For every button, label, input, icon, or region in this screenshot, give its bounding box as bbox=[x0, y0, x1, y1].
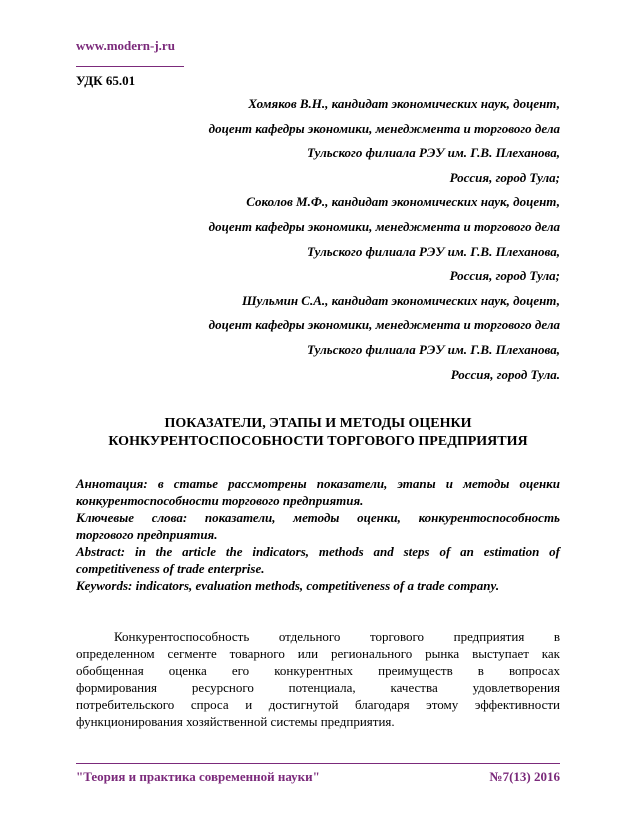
author-line: доцент кафедры экономики, менеджмента и торгового дела bbox=[208, 120, 560, 136]
keywords-en-line: Keywords: indicators, evaluation methods, competitiveness of a trade company. bbox=[76, 578, 500, 593]
body-paragraph bbox=[76, 628, 560, 730]
author-line: Тульского филиала РЭУ им. Г.В. Плеханова, bbox=[307, 145, 560, 161]
body-line: Конкурентоспособность отдельного торгового предприятия в bbox=[114, 629, 560, 644]
keywords-ru-line-1: Ключевые слова: показатели, методы оценки, конкурентоспособность bbox=[76, 510, 560, 525]
abstract-en-line-2: competitiveness of trade enterprise. bbox=[76, 561, 265, 576]
body-line: определенном сегменте товарного или регионального рынка выступает как bbox=[76, 646, 560, 661]
author-line: Шульмин С.А., кандидат экономических наук, доцент, bbox=[242, 292, 560, 308]
body-line: функционирования хозяйственной системы предприятия. bbox=[76, 714, 395, 729]
issue-number: №7(13) 2016 bbox=[489, 769, 560, 784]
abstract-block bbox=[76, 475, 560, 594]
body-line: формирования ресурсного потенциала, качества удовлетворения bbox=[76, 680, 560, 695]
title-line-1: ПОКАЗАТЕЛИ, ЭТАПЫ И МЕТОДЫ ОЦЕНКИ bbox=[164, 416, 472, 431]
title-line-2: КОНКУРЕНТОСПОСОБНОСТИ ТОРГОВОГО ПРЕДПРИЯТИЯ bbox=[108, 434, 528, 449]
body-line: обобщенная оценка его конкурентных преимуществ в вопросах bbox=[76, 663, 560, 678]
annotation-line-1: Аннотация: в статье рассмотрены показатели, этапы и методы оценки bbox=[76, 476, 560, 491]
author-line: доцент кафедры экономики, менеджмента и торгового дела bbox=[208, 317, 560, 333]
footer-divider bbox=[76, 763, 560, 764]
author-line: Россия, город Тула; bbox=[449, 268, 560, 284]
site-link[interactable]: www.modern-j.ru bbox=[76, 38, 175, 53]
author-line: Тульского филиала РЭУ им. Г.В. Плеханова, bbox=[307, 341, 560, 357]
author-line: Тульского филиала РЭУ им. Г.В. Плеханова, bbox=[307, 243, 560, 259]
body-line: потребительского спроса и достигнутой благодаря этому эффективности bbox=[76, 697, 560, 712]
author-line: Россия, город Тула; bbox=[449, 169, 560, 185]
author-line: доцент кафедры экономики, менеджмента и торгового дела bbox=[208, 218, 560, 234]
abstract-en-line-1: Abstract: in the article the indicators, methods and steps of an estimation of bbox=[76, 544, 560, 559]
header-divider bbox=[76, 66, 184, 67]
author-line: Россия, город Тула. bbox=[450, 366, 560, 382]
author-block bbox=[76, 96, 560, 391]
keywords-ru-line-2: торгового предприятия. bbox=[76, 527, 218, 542]
author-line: Хомяков В.Н., кандидат экономических наук, доцент, bbox=[248, 96, 560, 111]
journal-name: "Теория и практика современной науки" bbox=[76, 769, 320, 784]
article-title bbox=[76, 415, 560, 451]
annotation-line-2: конкурентоспособности торгового предприятия. bbox=[76, 493, 364, 508]
udk-code: УДК 65.01 bbox=[76, 73, 136, 88]
author-line: Соколов М.Ф., кандидат экономических наук, доцент, bbox=[246, 194, 560, 210]
